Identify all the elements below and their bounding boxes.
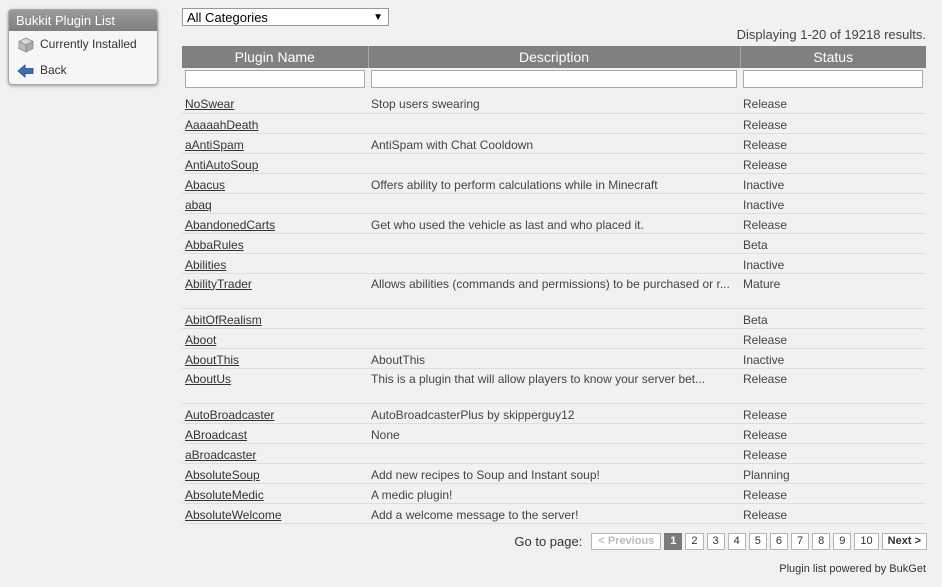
status-cell: Inactive (740, 173, 926, 193)
description-cell (368, 233, 740, 253)
page-1-button[interactable]: 1 (664, 533, 682, 550)
plugin-name-cell (182, 133, 368, 153)
description-cell: Allows abilities (commands and permissions) to be purchased or r... (368, 273, 740, 308)
plugin-name-cell (182, 328, 368, 348)
status-cell: Release (740, 213, 926, 233)
status-cell: Release (740, 403, 926, 423)
description-cell: This is a plugin that will allow players to know your server bet... (368, 368, 740, 403)
table-row (182, 213, 926, 233)
description-cell (368, 193, 740, 213)
column-header-status[interactable]: Status (740, 46, 926, 68)
plugin-name-link[interactable]: AbandonedCarts (185, 217, 276, 232)
status-cell: Inactive (740, 253, 926, 273)
sidebar-item-currently-installed[interactable] (9, 31, 157, 57)
box-icon (17, 36, 35, 52)
table-row (182, 233, 926, 253)
plugin-name-link[interactable]: ABroadcast (185, 427, 248, 442)
plugin-name-link[interactable]: AntiAutoSoup (185, 157, 259, 172)
description-cell (368, 328, 740, 348)
description-cell: Offers ability to perform calculations while in Minecraft (368, 173, 740, 193)
plugin-name-link[interactable]: aBroadcaster (185, 447, 257, 462)
table-row (182, 113, 926, 133)
sidebar-title: Bukkit Plugin List (9, 10, 157, 31)
plugin-name-link[interactable]: aAntiSpam (185, 137, 244, 152)
plugin-name-link[interactable]: AbilityTrader (185, 276, 252, 291)
sidebar-panel (8, 9, 158, 85)
previous-page-button[interactable]: < Previous (591, 533, 661, 550)
back-arrow-icon (17, 62, 35, 78)
sidebar-item-label: Back (40, 63, 67, 77)
plugin-name-cell (182, 253, 368, 273)
table-row (182, 328, 926, 348)
status-cell: Release (740, 483, 926, 503)
plugin-name-link[interactable]: AboutUs (185, 371, 232, 386)
plugin-table (182, 46, 926, 524)
table-row (182, 133, 926, 153)
table-row (182, 348, 926, 368)
table-row (182, 273, 926, 308)
plugin-name-cell (182, 173, 368, 193)
page-3-button[interactable]: 3 (707, 533, 725, 550)
next-page-button[interactable]: Next > (882, 533, 927, 550)
status-cell: Release (740, 113, 926, 133)
plugin-name-filter-input[interactable] (185, 70, 365, 88)
footer-credit: Plugin list powered by BukGet (779, 563, 926, 575)
description-cell: AntiSpam with Chat Cooldown (368, 133, 740, 153)
status-cell: Release (740, 328, 926, 348)
status-cell: Release (740, 423, 926, 443)
plugin-name-cell (182, 483, 368, 503)
page-8-button[interactable]: 8 (812, 533, 830, 550)
page-5-button[interactable]: 5 (749, 533, 767, 550)
plugin-name-link[interactable]: AbitOfRealism (185, 312, 262, 327)
table-row (182, 443, 926, 463)
description-cell: AutoBroadcasterPlus by skipperguy12 (368, 403, 740, 423)
column-header-plugin-name[interactable]: Plugin Name (182, 46, 368, 68)
table-row (182, 463, 926, 483)
table-row (182, 253, 926, 273)
plugin-name-cell (182, 368, 368, 403)
table-row (182, 193, 926, 213)
plugin-name-cell (182, 503, 368, 523)
pagination-label: Go to page: (514, 534, 583, 549)
status-cell: Inactive (740, 193, 926, 213)
result-count: Displaying 1-20 of 19218 results. (736, 27, 926, 42)
description-cell: A medic plugin! (368, 483, 740, 503)
table-row (182, 403, 926, 423)
page-4-button[interactable]: 4 (728, 533, 746, 550)
status-cell: Release (740, 93, 926, 113)
plugin-name-cell (182, 113, 368, 133)
page-9-button[interactable]: 9 (833, 533, 851, 550)
page-2-button[interactable]: 2 (685, 533, 703, 550)
plugin-name-cell (182, 463, 368, 483)
filter-row (182, 68, 926, 93)
table-row (182, 423, 926, 443)
description-cell: Get who used the vehicle as last and who placed it. (368, 213, 740, 233)
plugin-name-cell (182, 233, 368, 253)
plugin-name-link[interactable]: Abilities (185, 257, 227, 272)
status-cell: Inactive (740, 348, 926, 368)
plugin-name-link[interactable]: AutoBroadcaster (185, 407, 275, 422)
table-row (182, 173, 926, 193)
page-7-button[interactable]: 7 (791, 533, 809, 550)
description-filter-input[interactable] (371, 70, 737, 88)
description-cell: Stop users swearing (368, 93, 740, 113)
plugin-name-cell (182, 423, 368, 443)
plugin-name-cell (182, 273, 368, 308)
plugin-name-link[interactable]: AbsoluteWelcome (185, 507, 282, 522)
plugin-name-link[interactable]: Abacus (185, 177, 226, 192)
status-cell: Beta (740, 233, 926, 253)
pagination (514, 533, 927, 550)
sidebar-item-back[interactable] (9, 57, 157, 83)
description-cell: AboutThis (368, 348, 740, 368)
plugin-name-cell (182, 443, 368, 463)
plugin-name-cell (182, 403, 368, 423)
sidebar-item-label: Currently Installed (40, 37, 137, 51)
plugin-name-cell (182, 93, 368, 113)
status-cell: Release (740, 133, 926, 153)
status-cell: Planning (740, 463, 926, 483)
plugin-name-cell (182, 348, 368, 368)
plugin-name-link[interactable]: AbsoluteMedic (185, 487, 264, 502)
page-6-button[interactable]: 6 (770, 533, 788, 550)
status-cell: Beta (740, 308, 926, 328)
dropdown-arrow-icon: ▼ (373, 12, 383, 23)
plugin-name-link[interactable]: AaaaahDeath (185, 117, 259, 132)
status-filter-input[interactable] (743, 70, 923, 88)
table-row (182, 308, 926, 328)
plugin-name-cell (182, 193, 368, 213)
table-row (182, 93, 926, 113)
description-cell: Add new recipes to Soup and Instant soup! (368, 463, 740, 483)
plugin-name-cell (182, 213, 368, 233)
status-cell: Mature (740, 273, 926, 308)
description-cell: Add a welcome message to the server! (368, 503, 740, 523)
table-row (182, 503, 926, 523)
plugin-name-cell (182, 153, 368, 173)
description-cell: None (368, 423, 740, 443)
plugin-name-cell (182, 308, 368, 328)
description-cell (368, 153, 740, 173)
status-cell: Release (740, 153, 926, 173)
plugin-name-link[interactable]: AbsoluteSoup (185, 467, 260, 482)
plugin-name-link[interactable]: AboutThis (185, 352, 240, 367)
table-row (182, 483, 926, 503)
description-cell (368, 308, 740, 328)
description-cell (368, 113, 740, 133)
plugin-name-link[interactable]: abaq (185, 197, 212, 212)
column-header-description[interactable]: Description (368, 46, 740, 68)
status-cell: Release (740, 443, 926, 463)
status-cell: Release (740, 503, 926, 523)
table-row (182, 153, 926, 173)
table-row (182, 368, 926, 403)
plugin-name-link[interactable]: Aboot (185, 332, 217, 347)
category-select-value: All Categories (187, 10, 268, 25)
status-cell: Release (740, 368, 926, 403)
plugin-name-link[interactable]: NoSwear (185, 97, 235, 111)
category-select[interactable] (182, 8, 389, 26)
plugin-name-link[interactable]: AbbaRules (185, 237, 244, 252)
description-cell (368, 443, 740, 463)
page-10-button[interactable]: 10 (854, 533, 878, 550)
description-cell (368, 253, 740, 273)
